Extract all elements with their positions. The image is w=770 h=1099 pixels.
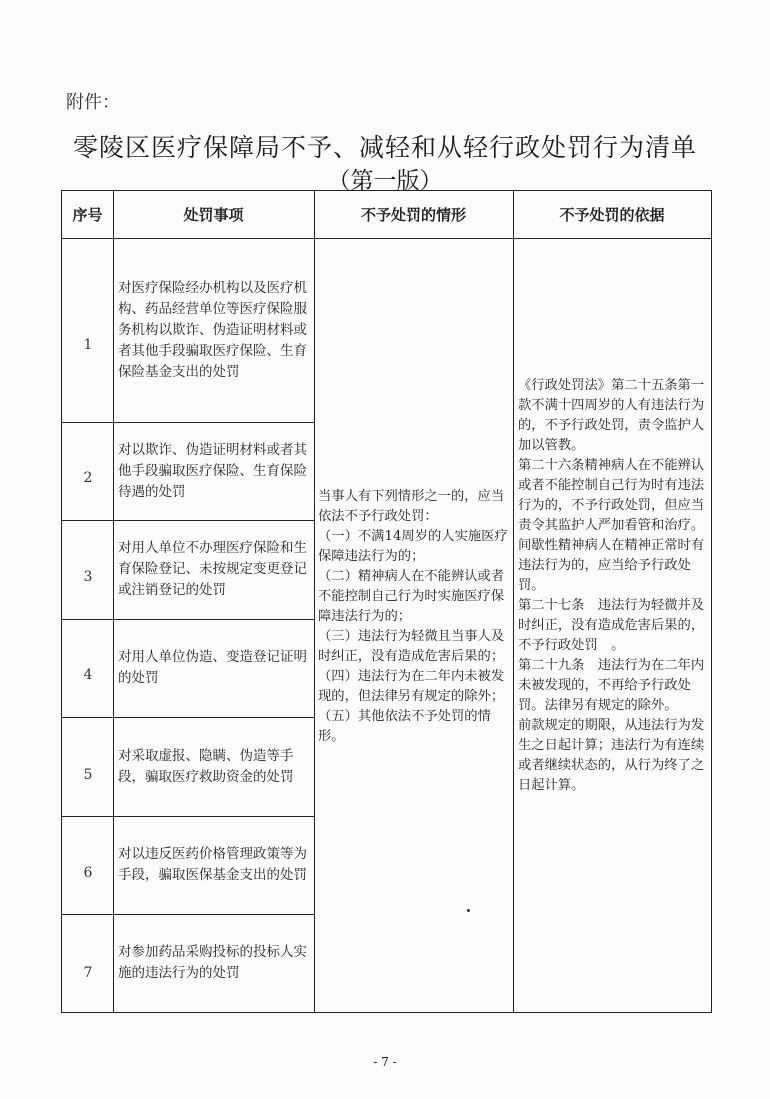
penalty-item — [118, 816, 310, 914]
attachment-label: 附件： — [66, 92, 120, 113]
column-divider — [513, 191, 514, 1012]
no-penalty-situation-cell — [318, 487, 508, 747]
penalty-item-text: 对参加药品采购投标的投标人实施的违法行为的处罚 — [118, 944, 307, 981]
penalty-item — [118, 238, 310, 422]
penalty-item-text: 对用人单位不办理医疗保险和生育保险登记、未按规定变更登记或注销登记的处罚 — [118, 540, 307, 598]
penalty-item — [118, 717, 310, 816]
penalty-item — [118, 520, 310, 619]
header-penalty-item: 处罚事项 — [183, 206, 244, 224]
penalty-table — [61, 190, 712, 1013]
penalty-item-text: 对采取虚报、隐瞒、伪造等手段，骗取医疗救助资金的处罚 — [118, 747, 294, 785]
penalty-item-text: 对以欺诈、伪造证明材料或者其他手段骗取医疗保险、生育保险待遇的处罚 — [118, 441, 307, 500]
basis-paragraph: 第二十六条精神病人在不能辨认或者不能控制自己行为时有违法行为的，不予行政处罚，但应当责令其监护人严加看管和治疗。间歇性精神病人在精神正常时有违法行为的，应当给予行政处罚。 — [518, 458, 705, 593]
basis-paragraph: 前款规定的期限，从违法行为发生之日起计算；违法行为有连续或者继续状态的，从行为终了之日起计算。 — [518, 718, 705, 793]
row-number: 6 — [83, 865, 93, 881]
situation-paragraph: （五）其他依法不予处罚的情形。 — [318, 709, 491, 744]
situation-paragraph: 当事人有下列情形之一的，应当依法不予行政处罚： — [318, 489, 505, 524]
penalty-item — [118, 422, 310, 520]
document-title: 零陵区医疗保障局不予、减轻和从轻行政处罚行为清单 — [72, 133, 697, 162]
document-subtitle: （第一版） — [327, 168, 443, 194]
situation-paragraph: （四）违法行为在二年内未被发现的，但法律另有规定的除外； — [318, 669, 505, 704]
row-number: 4 — [83, 667, 93, 683]
basis-paragraph: 第二十九条 违法行为在二年内未被发现的，不再给予行政处罚。法律另有规定的除外。 — [518, 658, 705, 713]
header-no-penalty-situation: 不予处罚的情形 — [360, 206, 466, 224]
situation-paragraph: （三）违法行为轻微且当事人及时纠正，没有造成危害后果的； — [318, 629, 505, 664]
basis-paragraph: 《行政处罚法》第二十五条第一款不满十四周岁的人有违法行为的，不予行政处罚，责令监护人加以管教。 — [518, 378, 705, 453]
row-number: 2 — [83, 470, 93, 486]
row-number: 5 — [83, 767, 93, 783]
penalty-item-text: 对用人单位伪造、变造登记证明的处罚 — [118, 649, 307, 686]
page-number: - 7 - — [373, 1055, 397, 1069]
row-number: 7 — [83, 965, 93, 981]
header-serial: 序号 — [72, 206, 103, 224]
column-divider — [314, 191, 315, 1012]
penalty-item — [118, 619, 310, 717]
situation-paragraph: （一）不满14周岁的人实施医疗保障违法行为的； — [318, 529, 508, 564]
header-no-penalty-basis: 不予处罚的依据 — [559, 206, 665, 224]
stray-dot — [467, 909, 470, 912]
column-divider — [113, 191, 114, 1012]
situation-paragraph: （二）精神病人在不能辨认或者不能控制自己行为时实施医疗保障违法行为的； — [318, 569, 505, 624]
row-number: 1 — [83, 337, 93, 353]
basis-paragraph: 第二十七条 违法行为轻微并及时纠正，没有造成危害后果的，不予行政处罚 。 — [518, 598, 705, 653]
penalty-item-text: 对以违反医药价格管理政策等为手段，骗取医保基金支出的处罚 — [118, 846, 307, 883]
row-number: 3 — [83, 569, 93, 585]
penalty-item-text: 对医疗保险经办机构以及医疗机构、药品经营单位等医疗保险服务机构以欺诈、伪造证明材料或者其他手段骗取医疗保险、生育保险基金支出的处罚 — [118, 279, 307, 380]
penalty-item — [118, 914, 310, 1012]
no-penalty-basis-cell — [518, 376, 706, 796]
